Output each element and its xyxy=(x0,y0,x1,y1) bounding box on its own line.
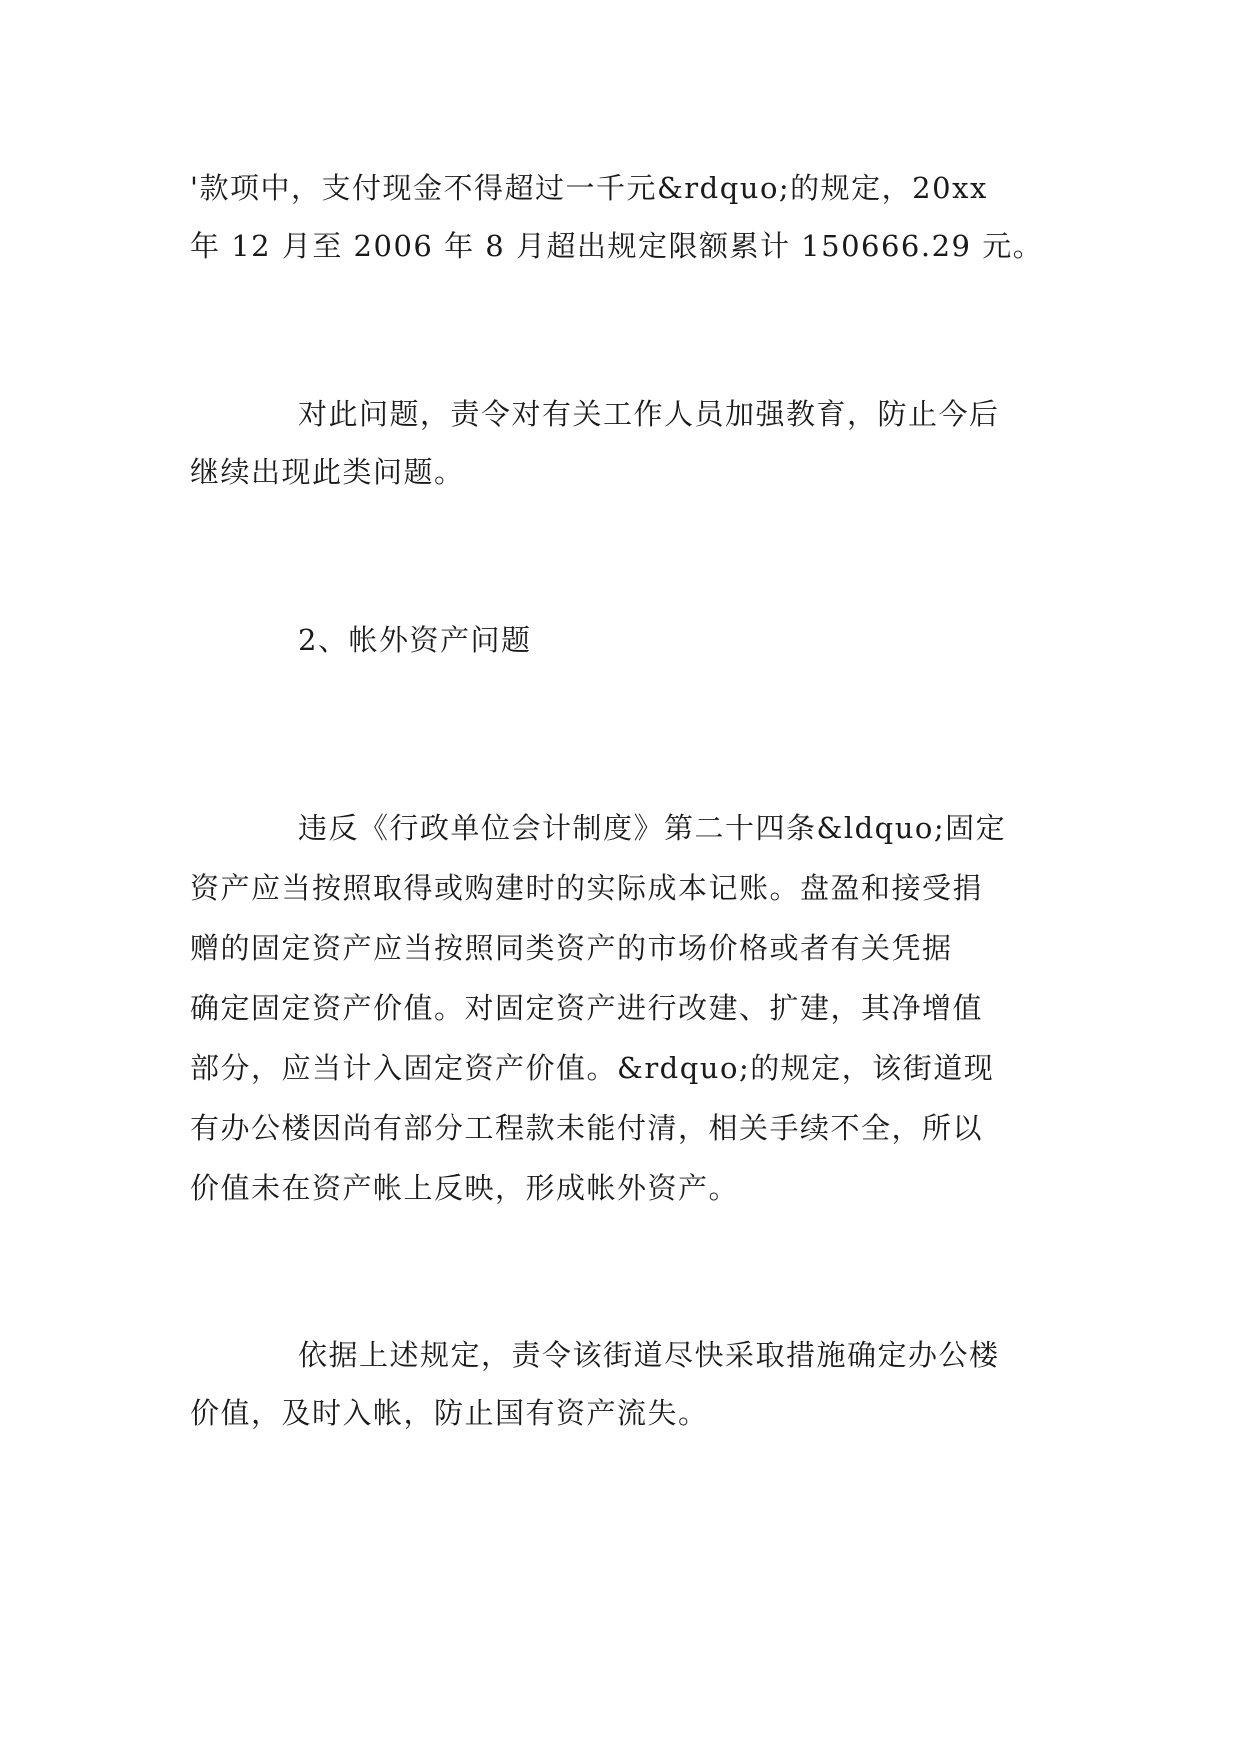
section-heading: 2、帐外资产问题 xyxy=(298,623,532,657)
paragraph-4-line-2: 价值，及时入帐，防止国有资产流失。 xyxy=(190,1396,709,1430)
paragraph-1-line-1: '款项中，支付现金不得超过一千元&rdquo;的规定，20xx xyxy=(190,171,988,205)
paragraph-3-line-2: 资产应当按照取得或购建时的实际成本记账。盘盈和接受捐 xyxy=(190,871,984,905)
paragraph-3-line-3: 赠的固定资产应当按照同类资产的市场价格或者有关凭据 xyxy=(190,931,953,965)
paragraph-3-line-1: 违反《行政单位会计制度》第二十四条&ldquo;固定 xyxy=(298,811,1007,845)
paragraph-3-line-5: 部分，应当计入固定资产价值。&rdquo;的规定，该街道现 xyxy=(190,1051,995,1085)
paragraph-2-line-1: 对此问题，责令对有关工作人员加强教育，防止今后 xyxy=(298,397,1000,431)
paragraph-2-line-2: 继续出现此类问题。 xyxy=(190,455,465,489)
paragraph-4-line-1: 依据上述规定，责令该街道尽快采取措施确定办公楼 xyxy=(298,1338,1000,1372)
paragraph-3-line-6: 有办公楼因尚有部分工程款未能付清，相关手续不全，所以 xyxy=(190,1111,984,1145)
paragraph-3-line-7: 价值未在资产帐上反映，形成帐外资产。 xyxy=(190,1171,740,1205)
paragraph-1-line-2: 年 12 月至 2006 年 8 月超出规定限额累计 150666.29 元。 xyxy=(190,229,1044,263)
paragraph-3-line-4: 确定固定资产价值。对固定资产进行改建、扩建，其净增值 xyxy=(190,991,984,1025)
